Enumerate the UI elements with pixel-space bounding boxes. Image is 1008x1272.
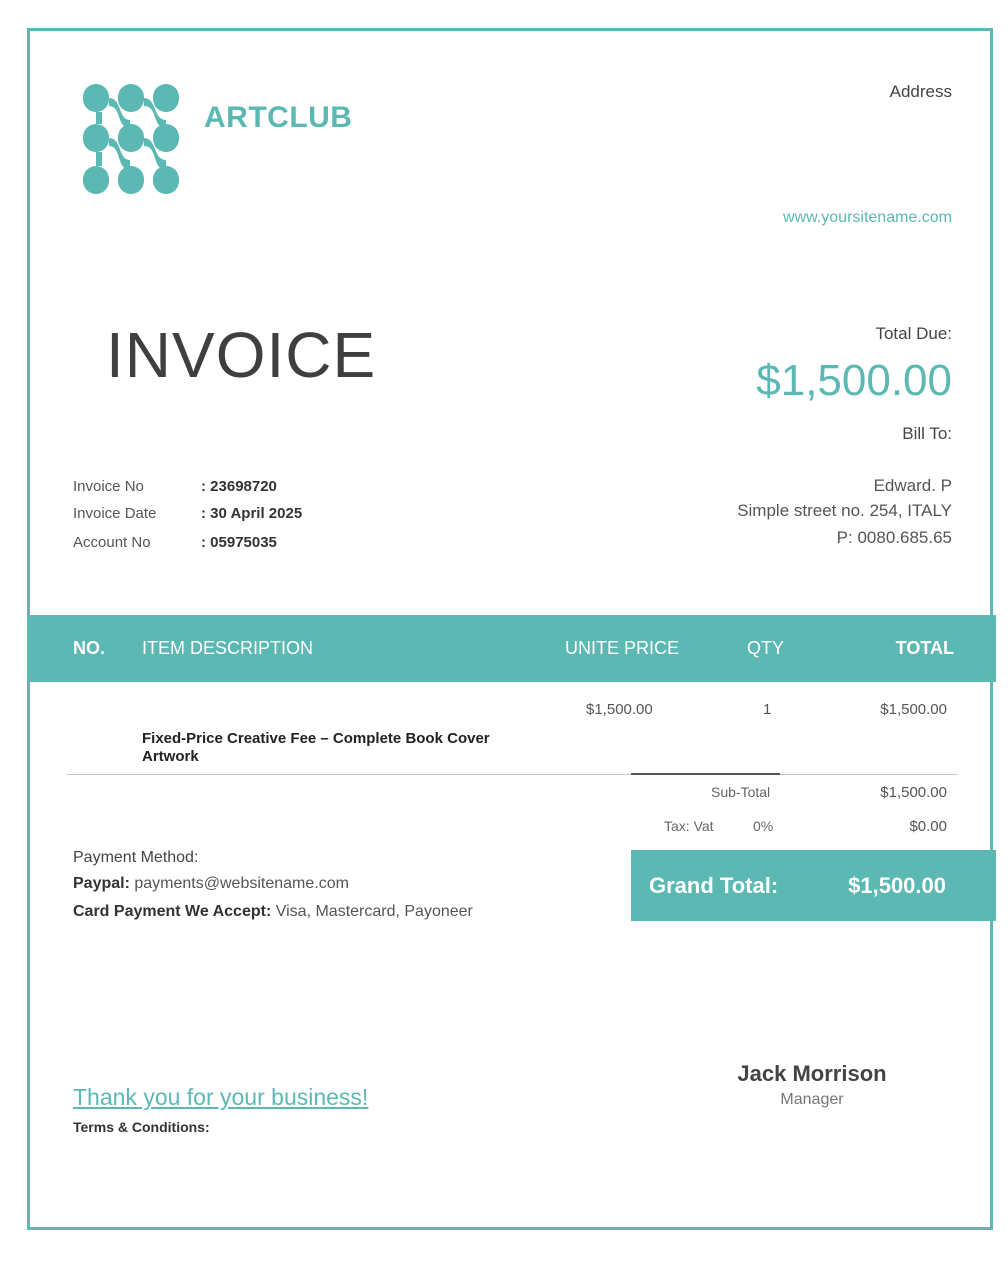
tax-rate: 0%	[753, 818, 774, 834]
terms-label: Terms & Conditions:	[73, 1119, 210, 1135]
subtotal-label: Sub-Total	[711, 784, 771, 800]
brand-name: ARTCLUB	[204, 101, 353, 134]
signer-name: Jack Morrison	[737, 1061, 887, 1086]
bill-to-street: Simple street no. 254, ITALY	[737, 501, 952, 520]
grand-total-box	[631, 850, 996, 921]
table-header	[30, 615, 996, 682]
header-qty: QTY	[747, 638, 785, 658]
row-unit-price: $1,500.00	[586, 701, 653, 718]
subtotal-divider	[631, 773, 780, 775]
invoice-no-label: Invoice No	[73, 478, 144, 495]
row-description: Fixed-Price Creative Fee – Complete Book Cover Artwork	[142, 730, 490, 765]
invoice-no-value: : 23698720	[201, 478, 277, 495]
dot-grid-logo-icon	[82, 84, 180, 194]
table-divider	[67, 774, 958, 775]
header-no: NO.	[73, 638, 106, 658]
tax-label: Tax: Vat	[664, 818, 714, 834]
bill-to-label: Bill To:	[902, 424, 952, 443]
account-no-value: : 05975035	[201, 534, 277, 551]
signer-role: Manager	[780, 1091, 844, 1108]
header-description: ITEM DESCRIPTION	[142, 638, 314, 658]
total-due-label: Total Due:	[875, 324, 952, 343]
thank-you-message: Thank you for your business!	[73, 1084, 369, 1110]
row-total: $1,500.00	[880, 701, 947, 718]
payment-method-label: Payment Method:	[73, 849, 199, 866]
invoice-date-label: Invoice Date	[73, 505, 157, 522]
grand-total-value: $1,500.00	[848, 873, 946, 898]
bill-to-name: Edward. P	[873, 476, 952, 495]
subtotal-value: $1,500.00	[880, 784, 947, 801]
card-line	[73, 903, 473, 921]
header-unit-price: UNITE PRICE	[565, 638, 680, 658]
paypal-line	[73, 875, 349, 893]
invoice-date-value: : 30 April 2025	[201, 505, 303, 522]
total-due-amount: $1,500.00	[756, 356, 952, 405]
row-qty: 1	[763, 701, 772, 718]
paypal-value: payments@websitename.com	[134, 875, 349, 892]
paypal-label: Paypal:	[73, 875, 130, 892]
page-title: INVOICE	[106, 319, 377, 391]
address-label: Address	[889, 82, 952, 101]
account-no-label: Account No	[73, 534, 151, 551]
grand-total-label: Grand Total:	[649, 873, 779, 898]
tax-value: $0.00	[909, 818, 947, 835]
header-total: TOTAL	[895, 638, 954, 658]
bill-to-phone: P: 0080.685.65	[836, 528, 952, 547]
website-link[interactable]: www.yoursitename.com	[783, 209, 952, 226]
card-label: Card Payment We Accept:	[73, 903, 272, 920]
card-value: Visa, Mastercard, Payoneer	[275, 903, 473, 920]
